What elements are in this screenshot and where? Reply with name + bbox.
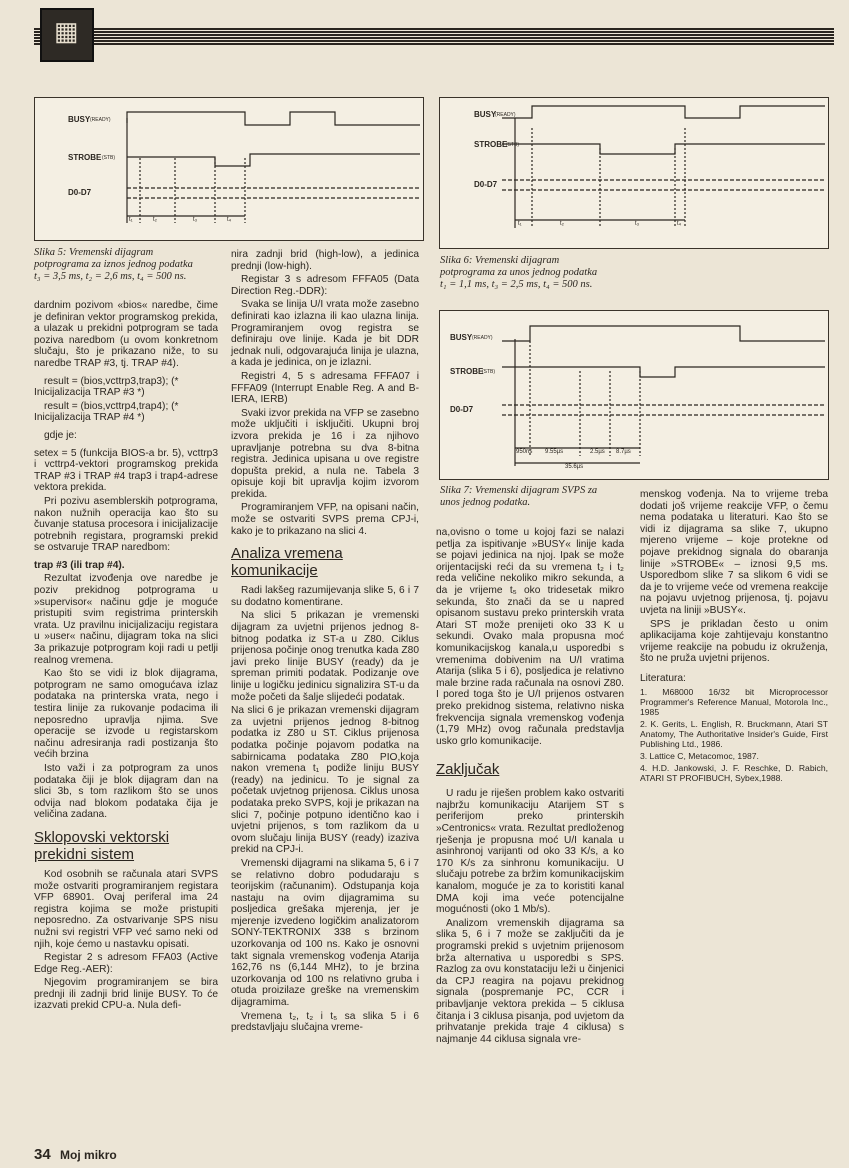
column-1 bbox=[34, 300, 218, 1014]
column-4 bbox=[640, 489, 828, 785]
col1-para: Kod osobnih se računala atari SVPS može ostvariti programiranjem registara VFP 68901. Ovaj periferal ima 24 registra kojima se može pristupiti neposredno. Za ostvarivanje SPS nisu nužni svi registri VFP već samo neki od njih, koje ćemo u nastavku opisati. bbox=[34, 868, 218, 950]
fig7-strobe-sub: (STB) bbox=[482, 369, 496, 375]
fig5-t3: t₃ bbox=[193, 217, 198, 223]
col1-para: setex = 5 (funkcija BIOS-a br. 5), vcttrp3 i vcttrp4-vektori programskog prekida TRAP #3 i TRAP #4 trap3 i trap4-adrese vektora prekida. bbox=[34, 447, 218, 494]
col1-para: Rezultat izvođenja ove naredbe je poziv prekidnog potprograma u »supervisor« načinu gdje je moguće pristupiti svim registrima printerskih vrata. Uz pravilnu inicijalizaciju registara u »user« načinu, dijagram toka na slici 3a prikazuje potprogram koji radi u petlji realnog vremena. bbox=[34, 573, 218, 666]
fig7-busy-sub: (READY) bbox=[472, 335, 493, 341]
col4-para: menskog vođenja. Na to vrijeme treba dodati još vrijeme reakcije VFP, o čemu nema podataka u literaturi. Kao što se vidi iz dijagrama sa slike 7, ukupno mjereno vrijeme – koje protekne od pojave prekidnog signala do obaranja linije »STROBE« – iznosi 9,5 ms. Usporedbom slike 7 sa slikom 6 vidi se da je to vrijeme veće od vremena reakcije na pojavu uvjetnog prijenosa, tj. pojavu uvjeta na liniji »BUSY«. bbox=[640, 489, 828, 616]
section-heading: Sklopovski vektorski prekidni sistem bbox=[34, 828, 170, 863]
col1-para: Registar 2 s adresom FFA03 (Active Edge Reg.-AER): bbox=[34, 952, 218, 975]
fig7-data-label: D0-D7 bbox=[450, 405, 474, 414]
fig5-data-label: D0-D7 bbox=[68, 188, 92, 197]
col2-para: Na slici 5 prikazan je vremenski dijagram za uvjetni prijenos jednog 8-bitnog podatka iz ST-a u Z80. Ciklus prijenosa počinje onog trenutka kada Z80 javi preko linije BUSY (ready) da je spreman primiti podatak. Podizanje ove linije u logičku jedinicu signalizira ST-u da može početi da šalje slijedeći podatak. bbox=[231, 610, 419, 703]
fig6-t3: t₃ bbox=[635, 221, 640, 227]
fig7-measure-5: 35.6µs bbox=[565, 464, 584, 470]
reference-item: 3. Lattice C, Metacomoc, 1987. bbox=[640, 750, 759, 761]
fig7-measure-4: 8.7µs bbox=[616, 449, 631, 455]
fig7-caption-line2: unos jednog podatka. bbox=[440, 497, 531, 508]
section-heading: Analiza vremena komunikacije bbox=[231, 545, 343, 580]
fig5-t4: t₄ bbox=[227, 217, 232, 223]
fig7-strobe-label: STROBE bbox=[450, 367, 484, 376]
fig6-strobe-label: STROBE bbox=[474, 140, 508, 149]
fig7-measure-1: 950ns bbox=[516, 449, 533, 455]
fig5-strobe-sub: (STB) bbox=[102, 155, 116, 161]
figure-7-svg bbox=[440, 311, 828, 479]
col4-para: SPS je prikladan često u onim aplikacijama koje zahtijevaju konstantno vrijeme reakcije na pobudu iz okruženja, što ne pruža uvjetni prijenos. bbox=[640, 618, 828, 665]
figure-7-caption bbox=[440, 485, 630, 509]
col1-para: Njegovim programiranjem se bira prednji ili zadnji brid linije BUSY. To će izazvati prekid CPU-a. Nula defi- bbox=[34, 977, 218, 1012]
col2-para: Registar 3 s adresom FFFA05 (Data Direction Reg.-DDR): bbox=[231, 274, 419, 297]
col1-code-line: result = (bios,vcttrp4,trap4); (* Inicijalizacija TRAP #4 *) bbox=[34, 400, 179, 424]
figure-6-diagram bbox=[439, 97, 829, 249]
fig7-caption-line1: Slika 7: Vremenski dijagram SVPS za bbox=[440, 485, 598, 496]
header-bar bbox=[34, 28, 834, 46]
col1-para: Kao što se vidi iz blok dijagrama, potprogram ne samo omogućava izlaz podataka na printerska vrata, nego i testira linije za rukovanje podacima ili neposredno upravlja njima. Sve operacije se izvode u registarskom načinu adresiranja radi postizanja što većih brzina bbox=[34, 668, 218, 761]
fig5-busy-label: BUSY bbox=[68, 115, 91, 124]
column-3 bbox=[436, 527, 624, 1047]
fig6-caption-line3: t₁ = 1,1 ms, t₃ = 2,5 ms, t₄ = 500 ns. bbox=[440, 279, 593, 290]
fig6-strobe-sub: (STB) bbox=[506, 142, 520, 148]
fig6-data-label: D0-D7 bbox=[474, 180, 498, 189]
fig6-caption-line1: Slika 6: Vremenski dijagram bbox=[440, 255, 560, 266]
reference-item: 1. M68000 16/32 bit Microprocessor Programmer's Reference Manual, Motorola Inc., 1985 bbox=[640, 686, 828, 717]
figure-5-caption bbox=[34, 247, 234, 283]
col2-para: Programiranjem VFP, na opisani način, može se ostvariti SVPS prema CPJ-i, kako je to prikazano na slici 4. bbox=[231, 502, 419, 537]
fig6-t1: t₁ bbox=[518, 221, 522, 227]
col2-para: Svaka se linija U/I vrata može zasebno definirati kao izlazna ili kao ulazna linija. Programiranjem ovog registra se definiraju ove linije. Kada je bit DDR jednak nuli, odgovarajuća linija je ulazna, a kada je jedinica, on je izlazni. bbox=[231, 299, 419, 369]
fig5-t2: t₂ bbox=[153, 217, 157, 223]
col2-para: Registri 4, 5 s adresama FFFA07 i FFFA09 (Interrupt Enable Reg. A and B-IERA, IERB) bbox=[231, 370, 419, 406]
fig5-strobe-label: STROBE bbox=[68, 153, 102, 162]
magazine-name: Moj mikro bbox=[60, 1148, 117, 1162]
reference-item: 4. H.D. Jankowski, J. F. Reschke, D. Rabich, ATARI ST PROFIBUCH, Sybex,1988. bbox=[640, 762, 828, 783]
fig5-busy-sub: (READY) bbox=[90, 117, 111, 123]
col1-code-line: result = (bios,vcttrp3,trap3); (* Inicijalizacija TRAP #3 *) bbox=[34, 375, 179, 399]
col2-para: Radi lakšeg razumijevanja slike 5, 6 i 7 su dodatno komentirane. bbox=[231, 585, 419, 608]
fig5-caption-line1: Slika 5: Vremenski dijagram bbox=[34, 247, 154, 258]
col3-para: U radu je riješen problem kako ostvariti najbržu komunikaciju Atarijem ST s periferijom preko printerskih »Centronics« vrata. Rezultat predloženog rješenja je propusna moć U/I kanala u asinhronoj varijanti od oko 33 K/s, a ko 170 K/s za sinhronu komunikaciju. U slučaju potrebe za bržim komunikacijskim kanalom, moguće je za to koristiti kanal DMA koji ima veće potencijalne mogućnosti (oko 1 Mb/s). bbox=[436, 788, 624, 916]
fig6-t4: t₄ bbox=[677, 221, 682, 227]
fig6-caption-line2: potprograma za unos jednog podatka bbox=[440, 267, 598, 278]
section-heading: Zaključak bbox=[436, 761, 500, 779]
col3-para: Analizom vremenskih dijagrama sa slika 5, 6 i 7 može se zaključiti da je programski prekid s uvjetnim prijenosom brža alternativa u usporedbi s SPS. Razlog za ovu konstataciju leži u činjenici da CPJ reagira na pojavu prekidnog signala (pospremanje PC, CCR i pribavljanje vektora prekida – 5 ciklusa čitanja i 3 ciklusa pisanja, pod uvjetom da prihvatanje prekida traje 4 ciklusa) s najmanje 44 ciklusa signala vre- bbox=[436, 917, 624, 1045]
col2-para: Svaki izvor prekida na VFP se zasebno može uključiti i isključiti. Ukupni broj izvora prekida je 16 i za njihovo upravljanje potrebna su dva 8-bitna registra. Jedinica upisana u ove registre dopušta prekid, a nula ne. Tabela 3 opisuje koji bit upravlja kojim izvorom prekida. bbox=[231, 407, 419, 500]
column-2 bbox=[231, 249, 419, 1036]
col2-para: Na slici 6 je prikazan vremenski dijagram za uvjetni prijenos jednog 8-bitnog podatka iz Z80 u ST. Ciklus prijenosa podatka počinje pojavom podatka na sabirnicama podataka Z80 PIO,koja nakon vremena t₁ podiže liniju BUSY (ready) na jedinicu. To je signal za početak uvjetnog prijenosa. Ciklus unosa podataka preko SVPS, koji je prikazan na slici 7, počinje potpuno identično kao i uvjetni prijenos, s tom razlikom da u ovom slučaju linija BUSY (ready) izaziva prekid na CPJ-i. bbox=[231, 705, 419, 856]
fig5-t1: t₁ bbox=[129, 217, 133, 223]
fig5-caption-line2: potprograma za iznos jednog podatka bbox=[34, 259, 193, 270]
fig7-measure-2: 9.55µs bbox=[545, 449, 564, 455]
fig7-busy-label: BUSY bbox=[450, 333, 473, 342]
figure-5-diagram bbox=[34, 97, 424, 241]
figure-7-diagram bbox=[439, 310, 829, 480]
reference-item: 2. K. Gerits, L. English, R. Bruckmann, Atari ST Anatomy, The Authoritative Insider's Guide, First Publishing Ltd., 1986. bbox=[640, 718, 828, 749]
figure-6-caption bbox=[440, 255, 660, 291]
col2-para: Vremena t₂, t₂ i t₅ sa slika 5 i 6 predstavljaju slučajna vreme- bbox=[231, 1010, 419, 1034]
col1-para: Pri pozivu asemblerskih potprograma, nakon nužnih operacija kao što su čuvanje statusa procesora i inicijalizacije potrebnih registara, programski prekid se ostvaruje TRAP naredbom: bbox=[34, 495, 218, 554]
col2-para: nira zadnji brid (high-low), a jedinica prednji (low-high). bbox=[231, 249, 419, 272]
literature-heading: Literatura: bbox=[640, 672, 686, 684]
magazine-logo bbox=[40, 8, 94, 62]
logo-glyph: ▦ bbox=[54, 16, 79, 46]
page-number: 34 bbox=[34, 1146, 51, 1163]
col1-para: Isto važi i za potprogram za unos podataka čiji je blok dijagram dan na slici 3b, s tom razlikom što se unos odvija nad blokom podataka čija je veličina zadana. bbox=[34, 762, 218, 821]
fig6-busy-sub: (READY) bbox=[495, 112, 516, 118]
col1-trap-line: trap #3 (ili trap #4). bbox=[34, 559, 125, 571]
fig6-t2: t₂ bbox=[560, 221, 564, 227]
col2-para: Vremenski dijagrami na slikama 5, 6 i 7 se relativno dobro podudaraju s teorijskim (računanim). Odstupanja koja nastaju na ovim dijagramima su posljedica grešaka mjerenja, jer je mjerenje izvedeno logičkim analizatorom SONY-TEKTRONIX 338 s brzinom uzorkovanja od 100 ns. Kako je osnovni takt signala vremenskog vođenja Atarija 162,76 ns (6,144 MHz), to je brzina uzorkovanja od 100 ns relativno gruba i otuda proizilaze greške na vremenskim dijagramima. bbox=[231, 857, 419, 1009]
fig7-measure-3: 2.5µs bbox=[590, 449, 605, 455]
fig5-caption-line3: t₃ = 3,5 ms, t₂ = 2,6 ms, t₄ = 500 ns. bbox=[34, 271, 187, 282]
col1-para: gdje je: bbox=[44, 429, 77, 441]
figure-6-svg bbox=[440, 98, 828, 248]
col1-para: dardnim pozivom «bios« naredbe, čime je definiran vektor programskog prekida, a ulazak u prekidni potprogram se tada poziva naredbom (u ovom konkretnom slučaju, što je prikazano niže, to su naredbe TRAP #3, tj. TRAP #4). bbox=[34, 300, 218, 369]
fig6-busy-label: BUSY bbox=[474, 110, 497, 119]
col3-para: na,ovisno o tome u kojoj fazi se nalazi petlja za ispitivanje »BUSY« linije kada se pojavi jedinica na njoj. Ipak se može orijentacijski reći da su vremena t₂ i t₂ reda veličine nekoliko mikro sekunda, a da je vrijeme t₅ oko tridesetak mikro sekunda, što znači da se u napred opisanom sustavu preko printerskih vrata Atari ST može prenijeti oko 33 K u sekundi. Ovako mala propusna moć komunikacijskog kanala,u usporedbi s vremenima dobivenim na U/I vratima Atarija (slika 5 i 6), posljedica je relativno male brzine rada računala na osnovi Z80. I pored toga što je U/I prijenos ostvaren preko prekidnog sistema, relativno niska frekvencija signala vremenskog vođenja (1,79 MHz) ovog računala predstavlja usko grlo komunikacije. bbox=[436, 527, 624, 747]
page-footer bbox=[34, 1146, 117, 1163]
